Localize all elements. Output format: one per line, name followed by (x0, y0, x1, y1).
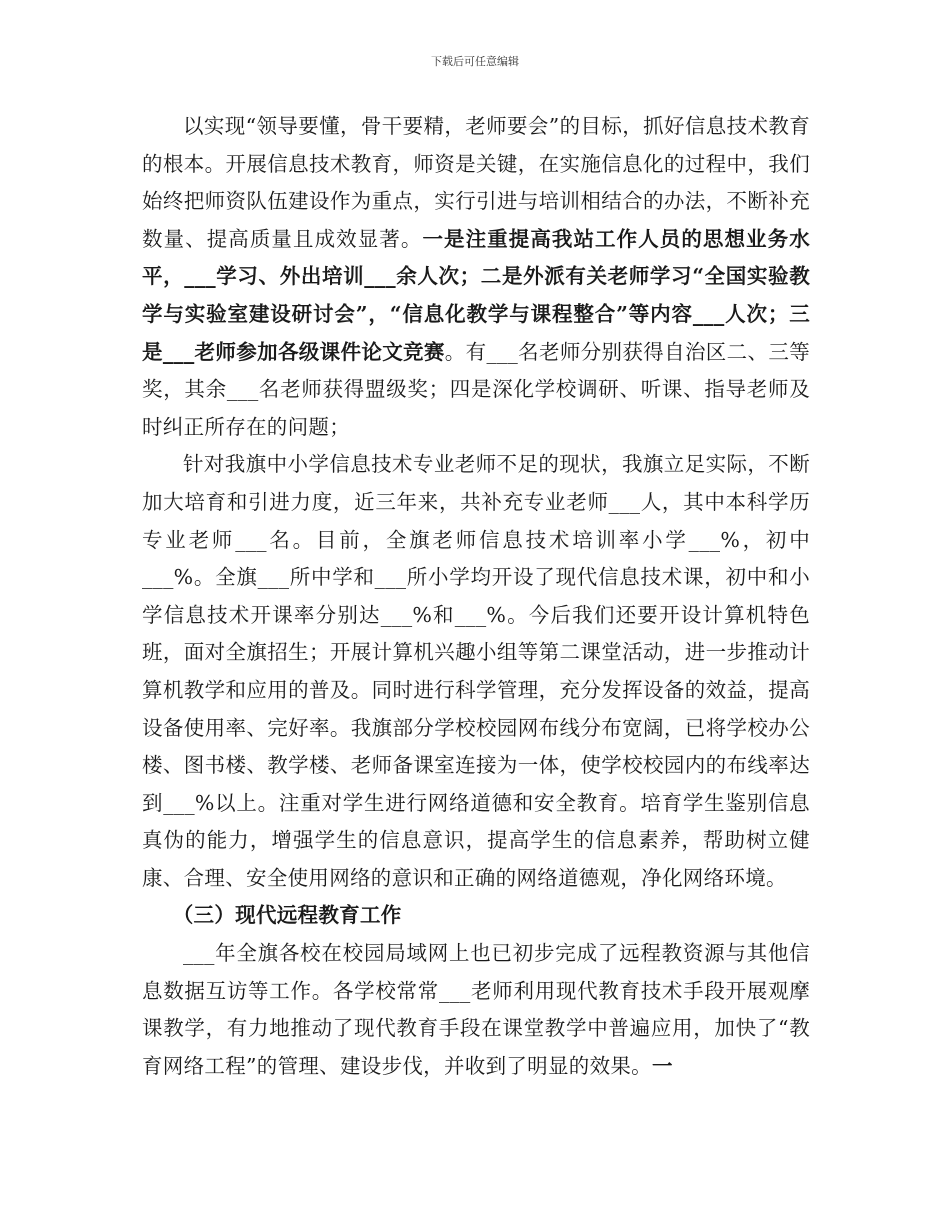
paragraph-teacher-training (142, 108, 810, 446)
bold-text: 一 (651, 1053, 673, 1078)
paragraph-remote-education (142, 935, 810, 1085)
paragraph-text: 以实现“领导要懂，骨干要精，老师要会”的目标，抓好信息技术教育的根本。开展信息技术教育，师资是关键，在实施信息化的过程中，我们始终把师资队伍建设作为重点，实行引进与培训相结合的办法，不断补充数量、提高质量且成效显著。 (142, 114, 810, 251)
section-heading: （三）现代远程教育工作 (172, 903, 402, 928)
page-header: 下载后可任意编辑 (431, 55, 519, 68)
bold-text: 一是注重提高我站工作人员的思想业务水平，___学习、外出培训___余人次；二是外派有关老师学习“全国实验教学与实验室建设研讨会”，“信息化教学与课程整合”等内容___人次；三是___老师参加各级课件论文竞赛 (142, 226, 810, 364)
paragraph-text: 。有___名老师分别获得自治区二、三等奖，其余___名老师获得盟级奖；四是深化学校调研、听课、指导老师及时纠正所存在的问题； (142, 339, 810, 439)
paragraph-staffing: 针对我旗中小学信息技术专业老师不足的现状，我旗立足实际，不断加大培育和引进力度，近三年来，共补充专业老师___人，其中本科学历专业老师___名。目前，全旗老师信息技术培训率小学___%，初中___%。全旗___所中学和___所小学均开设了现代信息技术课，初中和小学信息技术开课率分别达___%和___%。今后我们还要开设计算机特色班，面对全旗招生；开展计算机兴趣小组等第二课堂活动，进一步推动计算机教学和应用的普及。同时进行科学管理，充分发挥设备的效益，提高设备使用率、完好率。我旗部分学校校园网布线分布宽阔，已将学校办公楼、图书楼、教学楼、老师备课室连接为一体，使学校校园内的布线率达到___%以上。注重对学生进行网络道德和安全教育。培育学生鉴别信息真伪的能力，增强学生的信息意识，提高学生的信息素养，帮助树立健康、合理、安全使用网络的意识和正确的网络道德观，净化网络环境。 (142, 452, 810, 890)
paragraph-text: ___年全旗各校在校园局域网上也已初步完成了远程教资源与其他信息数据互访等工作。各学校常常___老师利用现代教育技术手段开展观摩课教学，有力地推动了现代教育手段在课堂教学中普遍应用，加快了“教育网络工程”的管理、建设步伐，并收到了明显的效果。 (142, 941, 810, 1078)
document-body (142, 108, 810, 1085)
